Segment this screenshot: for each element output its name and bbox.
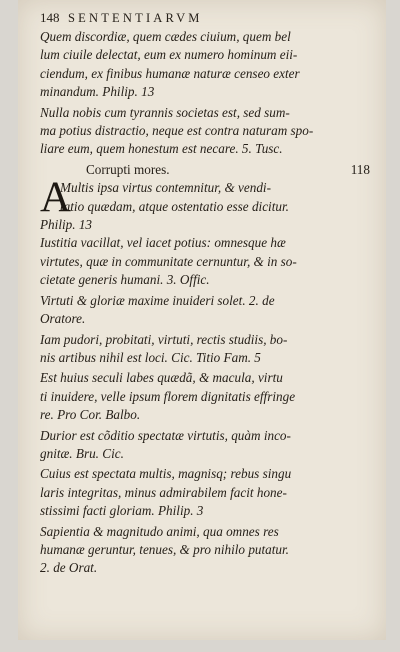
entry-line: ma potius distractio, neque est contra naturam spo- <box>40 123 314 139</box>
sentence-entry <box>40 331 370 368</box>
entry-line: laris integritas, minus admirabilem facit hone- <box>40 484 287 500</box>
page-number: 148 <box>40 10 60 25</box>
sentence-entry <box>40 369 370 424</box>
entry-line: Iam pudori, probitati, virtuti, rectis studiis, bo- <box>40 331 288 347</box>
entry-line: Philip. 13 <box>40 217 93 233</box>
entry-line: re. Pro Cor. Balbo. <box>40 407 141 423</box>
section-title: Corrupti mores. <box>86 161 170 177</box>
sentence-entry <box>40 292 370 329</box>
entry-line: gnitæ. Bru. Cic. <box>40 445 124 461</box>
page-content <box>40 8 370 580</box>
entry-line: 2. de Orat. <box>40 560 98 576</box>
page-header <box>40 8 370 28</box>
entry-line: stissimi facti gloriam. Philip. 3 <box>40 503 204 519</box>
entry-line: ciendum, ex finibus humanæ naturæ censeo exter <box>40 65 300 81</box>
entry-line: Iustitia vacillat, vel iacet potius: omnesque hæ <box>40 235 286 251</box>
entry-line: cietate generis humani. 3. Offic. <box>40 272 210 288</box>
sentence-entry <box>40 427 370 464</box>
section-heading <box>40 161 370 179</box>
entry-line: Quem discordiæ, quem cædes ciuium, quem bel <box>40 29 291 44</box>
entry-line: minandum. Philip. 13 <box>40 84 155 100</box>
entry-line: humanæ geruntur, tenues, & pro nihilo putatur. <box>40 541 289 557</box>
drop-cap: A <box>40 174 72 222</box>
sentence-entry <box>40 234 370 289</box>
entry-line: tatio quædam, atque ostentatio esse dicitur. <box>60 198 289 214</box>
entry-line: Multis ipsa virtus contemnitur, & vendi- <box>60 180 271 196</box>
entry-line: Cuius est spectata multis, magnisq; rebus singu <box>40 466 292 482</box>
entry-line: ti inuidere, velle ipsum florem dignitatis effringe <box>40 388 296 404</box>
entry-line: Est huius seculi labes quædã, & macula, virtu <box>40 370 283 386</box>
entry-line: nis artibus nihil est loci. Cic. Titio Fam. 5 <box>40 349 261 365</box>
entry-line: Oratore. <box>40 311 86 327</box>
sentence-entry <box>40 28 370 102</box>
entry-line: Virtuti & gloriæ maxime inuideri solet. 2. de <box>40 292 275 308</box>
entry-line: Durior est cõditio spectatæ virtutis, quàm inco- <box>40 427 291 443</box>
book-page <box>18 0 386 640</box>
running-title: SENTENTIARVM <box>68 11 203 25</box>
sentence-entry <box>40 465 370 520</box>
entry-line: virtutes, quæ in communitate cernuntur, & in so- <box>40 253 297 269</box>
entries-top <box>40 28 370 161</box>
sentence-entry <box>40 523 370 578</box>
entry-line: Nulla nobis cum tyrannis societas est, sed sum- <box>40 104 290 120</box>
entry-line: liare eum, quem honestum est necare. 5. Tusc. <box>40 141 283 157</box>
entry-line: Sapientia & magnitudo animi, qua omnes res <box>40 523 279 539</box>
entry-line: lum ciuile delectat, eum ex numero hominum eii- <box>40 47 298 63</box>
entry-gap <box>40 578 370 580</box>
entries-bottom <box>40 234 370 579</box>
dropcap-entry <box>40 174 370 234</box>
folio-number: 118 <box>350 161 370 177</box>
sentence-entry <box>40 104 370 159</box>
